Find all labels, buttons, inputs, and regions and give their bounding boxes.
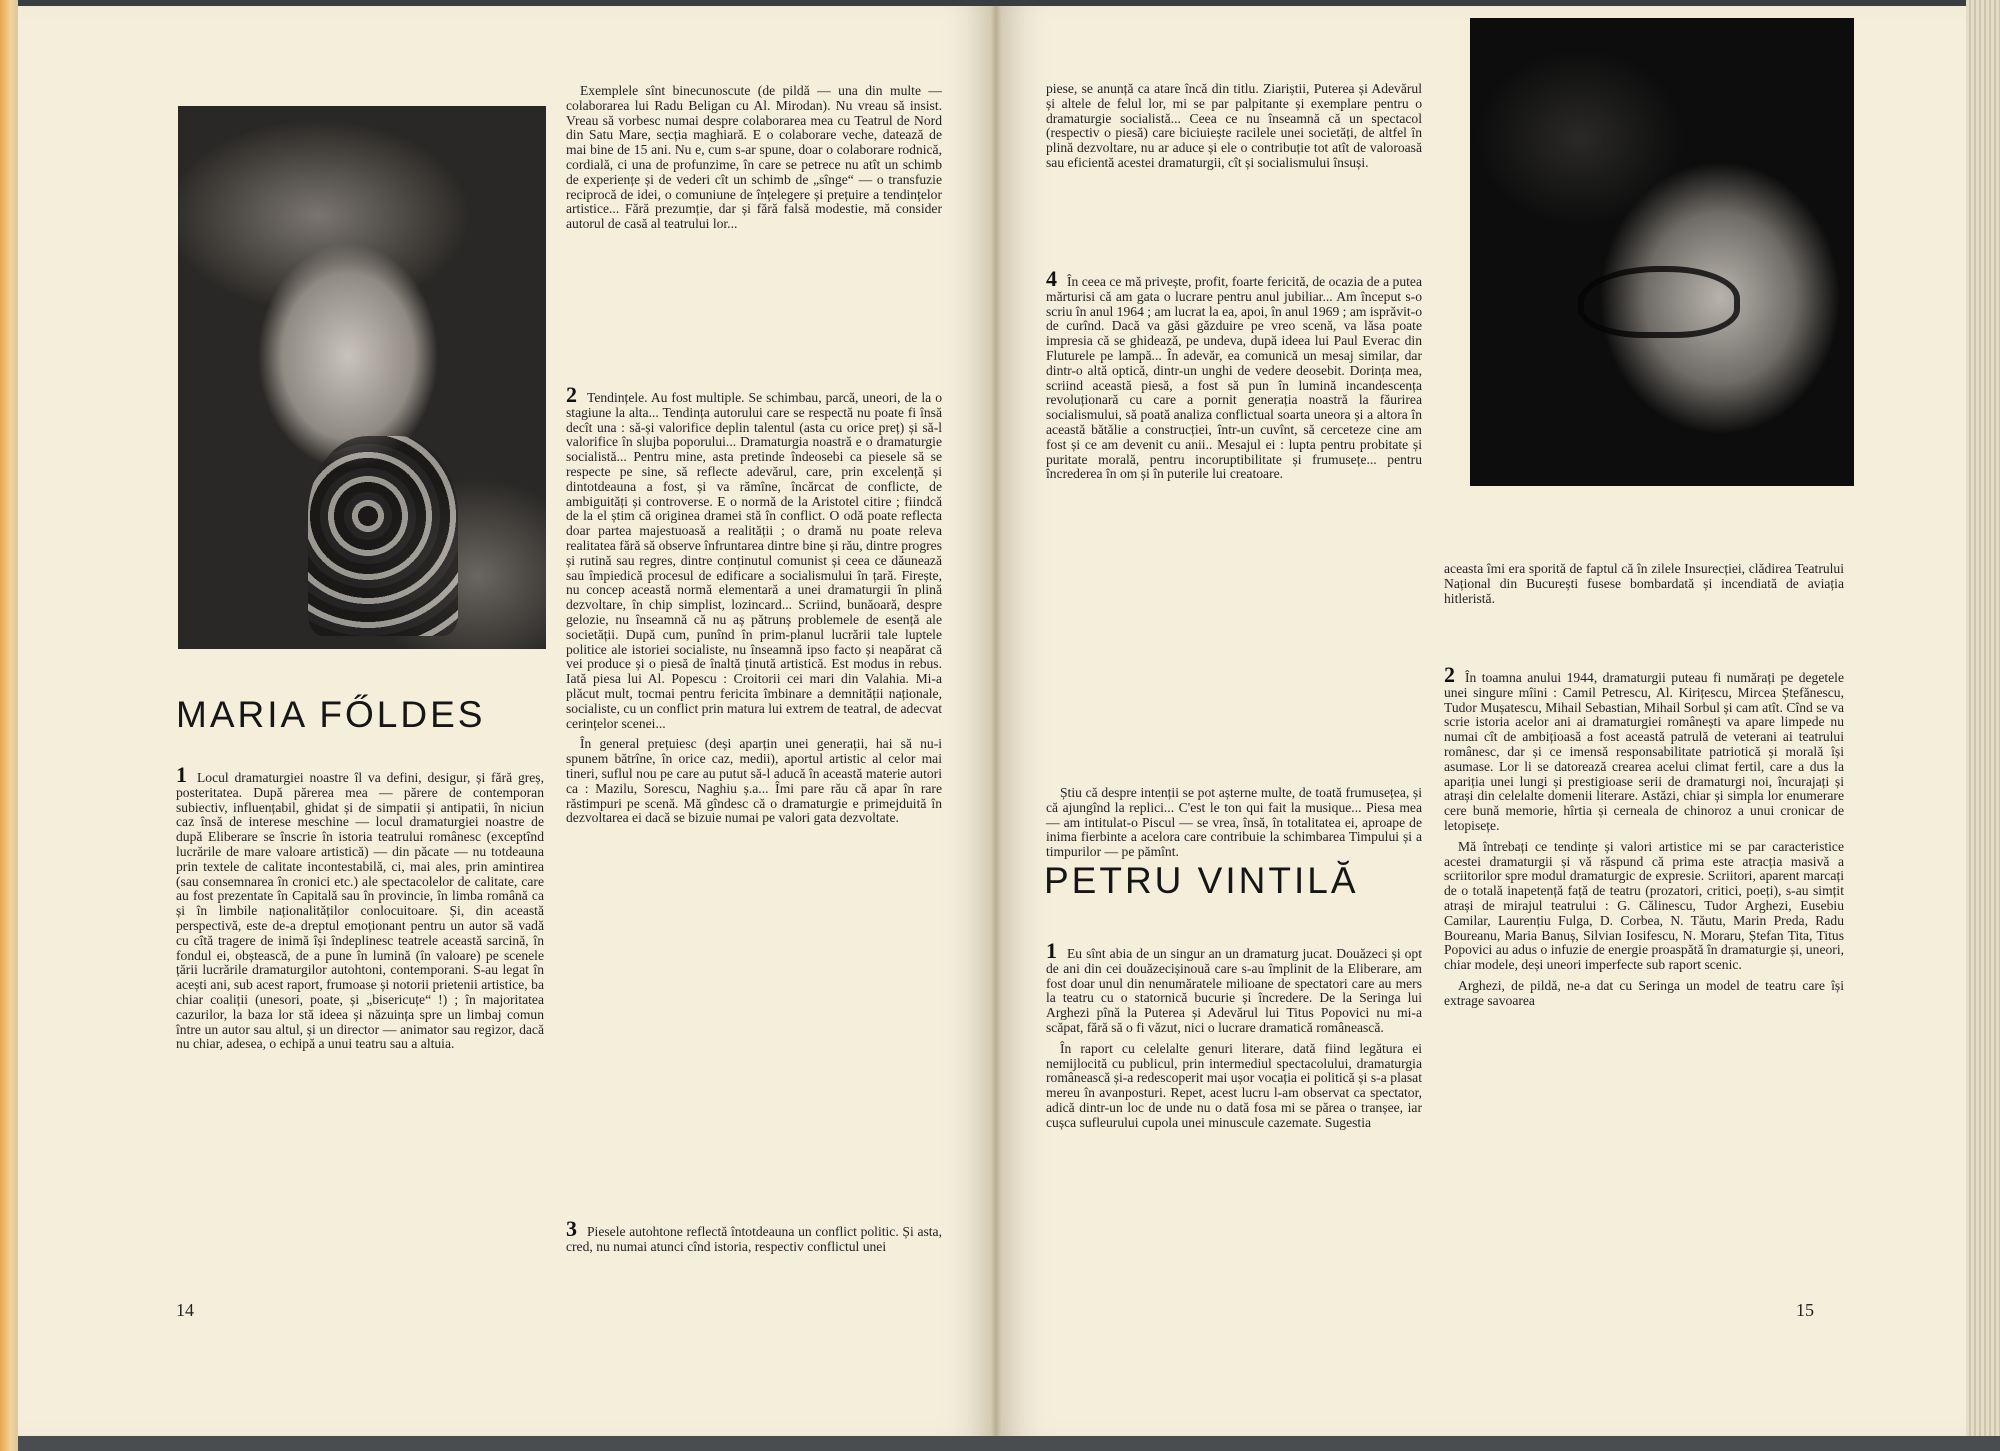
column-text — [1444, 662, 1844, 1280]
portrait-scarf-detail — [308, 436, 458, 636]
book-cover-edge-left — [0, 0, 18, 1451]
paragraph — [1046, 1042, 1422, 1131]
column-text — [1046, 938, 1422, 1284]
paragraph-text: În ceea ce mă privește, profit, foarte fericită, de ocazia de a putea mărturisi că am gata o lucrare pentru anul jubiliar... Am început s-o scriu în anul 1964 ; am lucrat la ea, apoi, în anul 1969 ; am isprăvit-o de curînd. Dacă va găsi găzduire pe vreo scenă, va lăsa poate impresia că se ghidează, pe undeva, după ideea lui Paul Everac din Fluturele pe lampă... În adevăr, ea comunică un mesaj similar, dar dintr-o altă optică, dintr-un unghi de vedere deosebit. Dorința mea, scriind această piesă, a fost să pun în lumină incandescența revoluționară cu care a pornit generația noastră la făurirea socialismului, să poată analiza conflictual soarta uneora și a altora în această bătălie a construcției, într-un cuvînt, să cerceteze cine am fost și ce am devenit cu anii.. Mesajul ei : lupta pentru probitate și puritate morală, pentru incoruptibilitate și frumusețe... pentru încrederea în om și în puterile lui creatoare. — [1046, 274, 1422, 482]
page-number-right: 15 — [1796, 1300, 1814, 1320]
paragraph — [1444, 979, 1844, 1009]
paragraph-text: În raport cu celelalte genuri literare, dată fiind legătura ei nemijlocită cu publicul, prin intermediul spectacolului, dramaturgia românească și-a redescoperit mai ușor vocația ei politică și s-a plasat mereu în avanposturi. Repet, acest lucru l-am observat ca spectator, adică dintr-un loc de unde nu o dată fosa mi se părea o tranșee, iar cușca sufleurului cupola unei minuscule cazemate. Sugestia — [1046, 1040, 1422, 1130]
portrait-glasses-detail — [1578, 266, 1740, 338]
paragraph — [176, 762, 544, 1052]
paragraph-text: În general prețuiesc (deși aparțin unei generații, hai să nu-i spunem bătrîne, în orice caz, medii), aportul artistic al celor mai tineri, suflul nou pe care au putut să-l aducă în această materie autori ca : Mazilu, Sorescu, Naghiu ș.a... Îmi pare rău că apar în rare răstimpuri pe scenă. Mă gîndesc că o dramaturgie e primejduită în dezvoltarea ei dacă se bizuie numai pe valori gata dezvoltate. — [566, 736, 942, 826]
paragraph — [1046, 82, 1422, 171]
paragraph-text: Mă întrebați ce tendințe și valori artistice mi se par caracteristice acestei dramaturgii și vă răspund că prima este atracția masivă a scriitorilor spre modul dramaturgic de expresie. Scriitori, aparent marcați de o totală inapetență față de teatru (prozatori, critici, poeți), s-au simțit atrași de mirajul teatrului : G. Călinescu, Tudor Arghezi, Eusebiu Camilar, Laurențiu Fulga, D. Corbea, N. Tăutu, Marin Preda, Radu Boureanu, Maria Banuș, Silvian Iosifescu, N. Moraru, Ștefan Tita, Titus Popovici au adus o infuzie de energie proaspătă în dramaturgie și, uneori, chiar modele, deși uneori imperfecte sub raport scenic. — [1444, 838, 1844, 973]
paragraph — [1046, 786, 1422, 860]
paragraph — [1444, 840, 1844, 973]
paragraph-text: Tendințele. Au fost multiple. Se schimbau, parcă, uneori, de la o stagiune la alta... Tendința autorului care se respectă nu poate fi însă decît una : să-și valorifice deplin talentul (asta cu orice preț) și să-l valorifice în slujba poporului... Dramaturgia noastră e o dramaturgie socialistă... Pentru mine, asta pretinde îndeosebi ca piesele să se respecte pe sine, să reflecte adevărul, care, prin excelență și dintotdeauna a fost, și va rămîne, încărcat de conflicte, de ambiguități și controverse. E o normă de la Aristotel citire ; fiindcă de la el știm că originea dramei stă în conflict. O odă poate reflecta doar partea majestuoasă a realității ; o dramă nu poate releva realitatea fără să observe înfruntarea dintre bine și rău, dintre progres și rutină sau regres, dintre conținutul comunist și ceea ce dăunează sau împiedică procesul de edificare a socialismului în țară. Firește, nu concep această normă elementară a unei dramaturgii în plină dezvoltare, în chip simplist, lozincard... Scriind, bunăoară, despre gelozie, nu înseamnă că nu aș pătrunș problemele de esență ale societății. După cum, punînd în prim-planul lucrării tale luptele politice ale istoriei socialiste, nu înseamnă ipso facto și neapărat că vei produce și o piesă de înaltă ținută artistică. Est modus in rebus. Iată piesa lui Al. Popescu : Croitorii cei mari din Valahia. Mi-a plăcut mult, tocmai pentru fericita îmbinare a demnității naționale, socialiste, cu un conflict prin matura lui extrem de teatral, de adecvat cerințelor scenei... — [566, 390, 942, 731]
author-name-petru-vintila: PETRU VINTILĂ — [1044, 860, 1359, 901]
paragraph-text: Locul dramaturgiei noastre îl va defini, desigur, și fără greș, posteritatea. După părerea mea — părere de contemporan subiectiv, influențabil, ghidat și de simpatii și antipatii, în niciun caz însă de interese meschine — locul dramaturgiei noastre de după Eliberare se înscrie în istoria teatrului românesc (exceptînd lucrările de mare valoare artistică) — din păcate — nu totdeauna prin textele de calitate incontestabilă, ci, mai ales, prin amintirea (sau consemnarea în cronici etc.) ale spectacolelor de calitate, care au fost prezentate în Capitală sau în provincie, în limba română ca și în limbile naționalităților conlocuitoare. Și, din această perspectivă, este de-a dreptul emoționant pentru un autor să vadă cu cîtă tragere de inimă își îndeplinesc teatrele această sarcină, în fondul ei, obștească, de a pune în lumină (în valoare) pe scenele țării lucrările dramaturgilor autohtoni, contemporani. S-au legat în acești ani, sub acest raport, frumoase și notorii prietenii artistice, ba chiar coaliții (unesori, poate, și „bisericuțe“ !) ; în majoritatea cazurilor, la baza lor stă ideea și năzuința spre un limbaj comun între un autor sau altul, și un director — animator sau regizor, dacă nu chiar, adesea, o echipă a unui teatru sau a altuia. — [176, 770, 544, 1052]
paragraph — [566, 84, 942, 232]
paragraph — [1046, 938, 1422, 1036]
paragraph — [566, 1216, 942, 1255]
page-number-left: 14 — [176, 1300, 194, 1320]
section-number: 1 — [1046, 938, 1057, 963]
section-number: 2 — [566, 382, 577, 407]
paragraph-text: Eu sînt abia de un singur an un dramaturg jucat. Douăzeci și opt de ani din cei douăzecișinouă care s-au împlinit de la Eliberare, am fost doar unul din nenumăratele milioane de spectatori care au mers la teatru cu o statornică bucurie și încredere. De la Seringa lui Arghezi pînă la Puterea și Adevărul lui Titus Popovici nu mi-a scăpat, fără să o fi văzut, nici o lucrare dramatică românească. — [1046, 946, 1422, 1035]
author-name-maria-foldes: MARIA FŐLDES — [176, 694, 486, 735]
book-cover-bottom — [18, 1436, 2000, 1451]
section-number: 1 — [176, 762, 187, 787]
section-number: 4 — [1046, 266, 1057, 291]
paragraph — [566, 382, 942, 731]
paragraph — [1444, 662, 1844, 834]
section-number: 2 — [1444, 662, 1455, 687]
column-text — [1046, 266, 1422, 784]
paragraph — [1444, 562, 1844, 606]
portrait-photo-petru-vintila — [1470, 18, 1854, 486]
column-text — [176, 762, 544, 1278]
paragraph-text: Exemplele sînt binecunoscute (de pildă — una din multe — colaborarea lui Radu Beligan cu Al. Mirodan). Nu vreau să insist. Vreau să vorbesc numai despre colaborarea mea cu Teatrul de Nord din Satu Mare, secția maghiară. E o colaborare veche, datează de mai bine de 15 ani. Nu e, cum s-ar spune, doar o colaborare rodnică, cordială, ci una de profunzime, în care se petrece nu atît un schimb de experiențe și de vederi cît un schimb de „sînge“ — o transfuzie reciprocă de idei, o comuniune de înțelegere și prețuire a tendințelor artistice... Fără prezumție, dar și fără falsă modestie, mă consider autorul de casă al teatrului lor... — [566, 83, 942, 232]
section-number: 3 — [566, 1216, 577, 1241]
column-text — [566, 84, 942, 384]
column-text — [566, 1216, 942, 1282]
paragraph — [1046, 266, 1422, 482]
book-gutter — [990, 6, 1002, 1436]
paragraph-text: Piesele autohtone reflectă întotdeauna un conflict politic. Și asta, cred, nu numai atunci cînd istoria, respectiv conflictul unei — [566, 1224, 942, 1254]
paragraph-text: piese, se anunță ca atare încă din titlu. Ziariștii, Puterea și Adevărul și altele de felul lor, mi se par palpitante și exemplare pentru o dramaturgie socialistă... Ceea ce nu înseamnă că un spectacol (respectiv o piesă) care biciuiește racilele unei societăți, de altfel în plină dezvoltare, nu ar aduce și ele o contribuție tot atît de valoroasă sau eficientă acestei dramaturgii, cît și socialismului însuși. — [1046, 81, 1422, 170]
column-text — [1046, 785, 1422, 860]
column-text — [1046, 82, 1422, 262]
paragraph-text: aceasta îmi era sporită de faptul că în zilele Insurecției, clădirea Teatrului Național din București fusese bombardată și incendiată de aviația hitleristă. — [1444, 561, 1844, 606]
page-edges-right — [1966, 0, 2000, 1451]
column-text — [1444, 562, 1844, 646]
paragraph-text: Arghezi, de pildă, ne-a dat cu Seringa un model de teatru care își extrage savoarea — [1444, 977, 1844, 1008]
paragraph — [566, 737, 942, 826]
portrait-photo-maria-foldes — [178, 106, 546, 649]
paragraph-text: În toamna anului 1944, dramaturgii puteau fi numărați pe degetele unei singure mîini : Camil Petrescu, Al. Kirițescu, Mircea Ștefănescu, Tudor Mușatescu, Mihail Sebastian, Mihail Sorbul și cam atît. Cînd se va scrie istoria acelor ani ai dramaturgiei românești va apare limpede nu numai cît de ambițioasă a fost această patrulă de veterani ai teatrului românesc, dar și ce imensă responsabilitate patriotică și morală își asumase. Lor li se datorează crearea acelui climat fertil, care a dus la apariția unei lungi și prestigioase serii de dramaturgi noi, încurajați și atrași din celelalte domenii literare. Astăzi, chiar și simpla lor enumerare cere bună memorie, hîrtia și cerneala de chinoroz a unui cronicar de letopisețe. — [1444, 670, 1844, 833]
paragraph-text: Știu că despre intenții se pot așterne multe, de toată frumusețea, și că ajungînd la replici... C'est le ton qui fait la musique... Piesa mea — am intitulat-o Piscul — se vrea, însă, în totalitatea ei, aproape de inima fierbinte a acelora care contribuie la schimbarea Timpului și a timpurilor — pe pămînt. — [1046, 785, 1422, 860]
column-text — [566, 382, 942, 1178]
